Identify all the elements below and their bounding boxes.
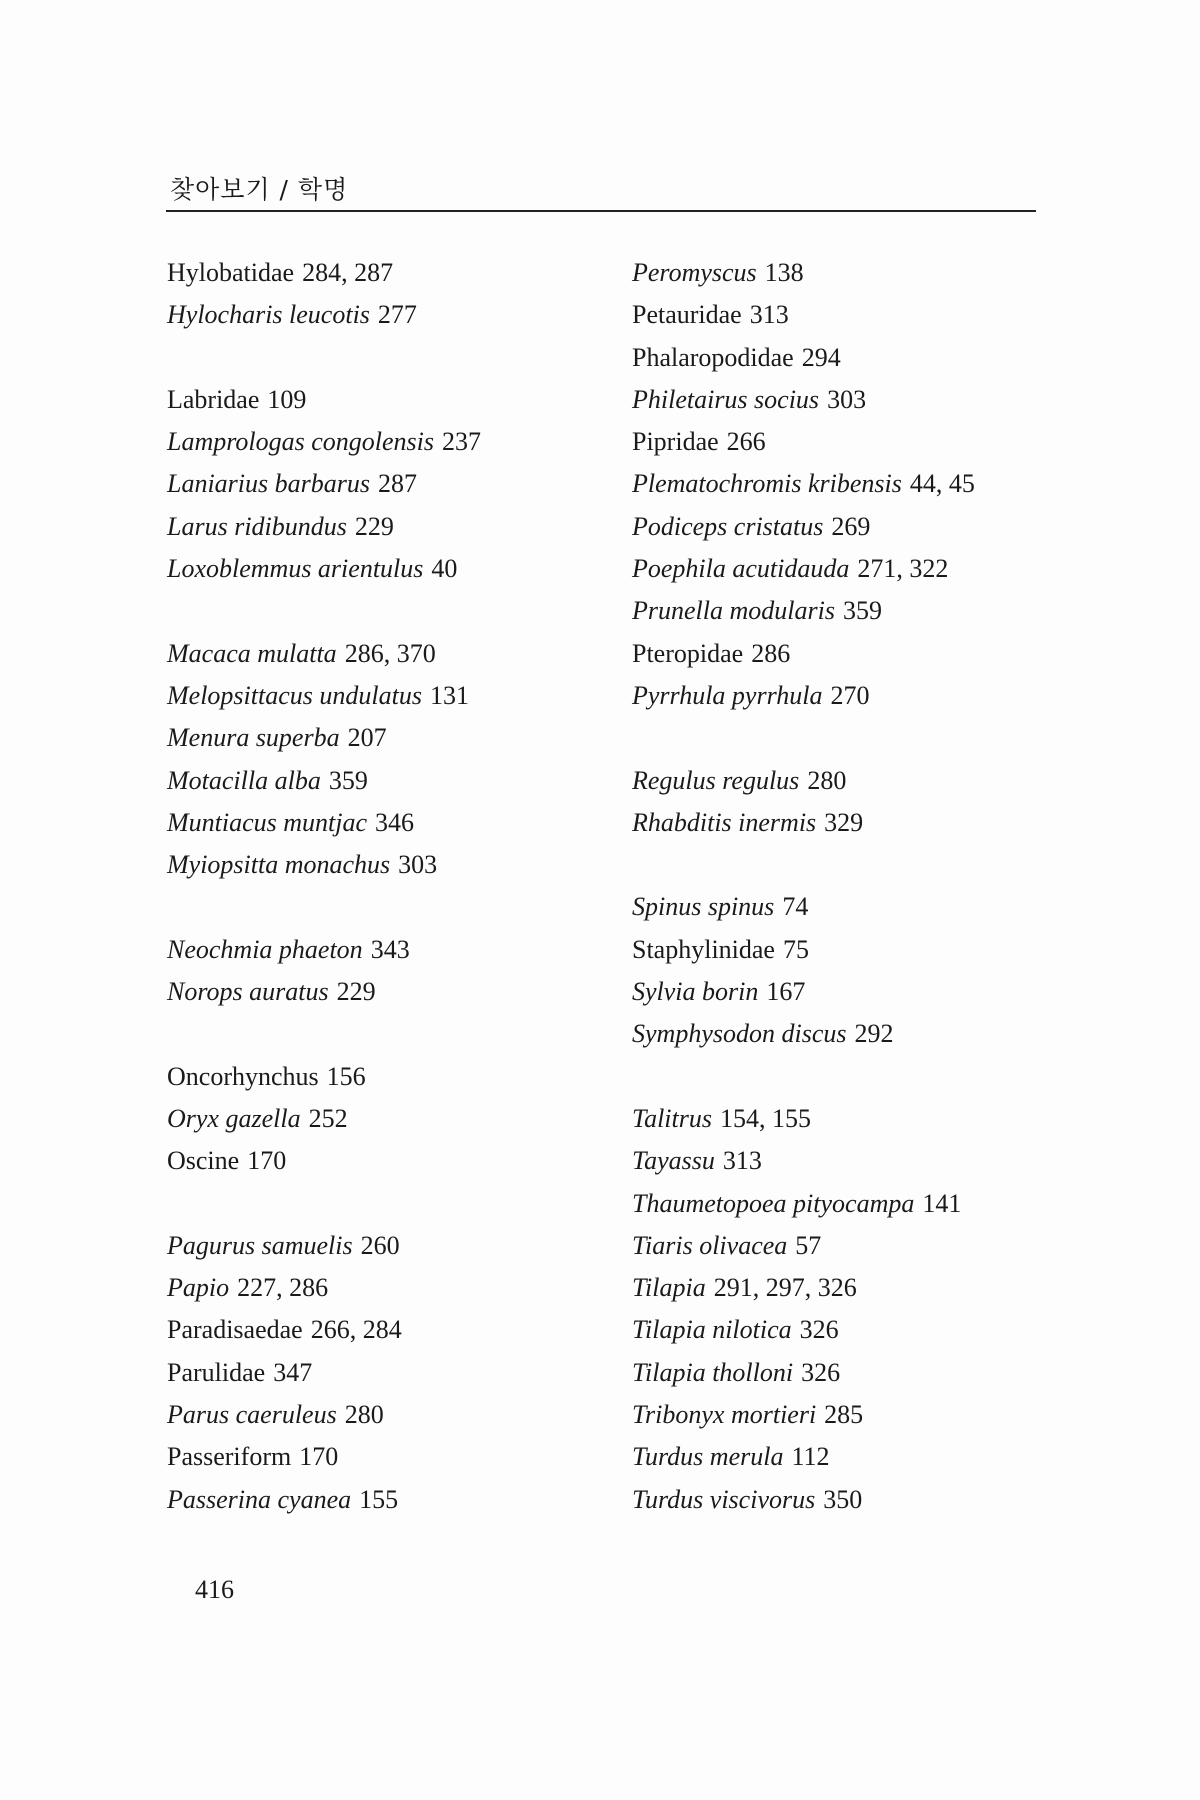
index-term: Pipridae: [632, 427, 719, 457]
index-pages: 266: [726, 427, 766, 457]
index-entry: [632, 1183, 975, 1225]
index-term: Tilapia nilotica: [632, 1315, 792, 1345]
index-pages: 313: [722, 1146, 762, 1176]
index-term: Hylocharis leucotis: [167, 300, 370, 330]
index-entry: [167, 1267, 481, 1309]
index-term: Spinus spinus: [632, 892, 775, 922]
index-term: Macaca mulatta: [167, 638, 337, 668]
index-term: Larus ridibundus: [167, 511, 347, 541]
index-entry: [167, 971, 481, 1013]
index-pages: 141: [922, 1188, 962, 1218]
index-pages: 343: [370, 934, 410, 964]
index-entry: [632, 802, 975, 844]
index-term: Labridae: [167, 384, 260, 414]
index-pages: 112: [791, 1442, 830, 1472]
index-pages: 270: [830, 680, 870, 710]
index-spacer: [167, 1183, 481, 1225]
index-term: Poephila acutidauda: [632, 554, 850, 584]
index-term: Parulidae: [167, 1357, 266, 1387]
index-entry: [167, 929, 481, 971]
index-entry: [632, 1013, 975, 1055]
index-term: Podiceps cristatus: [632, 511, 824, 541]
index-pages: 313: [749, 300, 789, 330]
index-entry: [632, 252, 975, 294]
index-pages: 207: [347, 723, 387, 753]
index-term: Turdus viscivorus: [632, 1484, 816, 1514]
index-entry: [167, 1140, 481, 1182]
index-term: Tilapia tholloni: [632, 1357, 794, 1387]
index-entry: [167, 844, 481, 886]
index-term: Turdus merula: [632, 1442, 784, 1472]
index-entry: [167, 717, 481, 759]
index-entry: [632, 1309, 975, 1351]
index-pages: 346: [375, 807, 415, 837]
index-term: Melopsittacus undulatus: [167, 680, 422, 710]
index-pages: 131: [429, 680, 469, 710]
index-term: Loxoblemmus arientulus: [167, 554, 424, 584]
index-term: Symphysodon discus: [632, 1019, 847, 1049]
index-entry: [167, 1436, 481, 1478]
index-pages: 286: [751, 638, 791, 668]
index-term: Oncorhynchus: [167, 1061, 319, 1091]
index-term: Regulus regulus: [632, 765, 800, 795]
index-term: Thaumetopoea pityocampa: [632, 1188, 915, 1218]
index-entry: [632, 379, 975, 421]
index-pages: 277: [377, 300, 417, 330]
index-entry: [167, 421, 481, 463]
index-pages: 167: [766, 977, 806, 1007]
index-spacer: [632, 1056, 975, 1098]
index-term: Neochmia phaeton: [167, 934, 363, 964]
index-entry: [632, 337, 975, 379]
index-entry: [632, 675, 975, 717]
page-number: 416: [195, 1575, 234, 1604]
index-pages: 156: [326, 1061, 366, 1091]
index-pages: 75: [782, 934, 809, 964]
index-entry: [167, 1098, 481, 1140]
index-pages: 303: [827, 384, 867, 414]
index-entry: [632, 1225, 975, 1267]
index-term: Talitrus: [632, 1103, 712, 1133]
index-pages: 291, 297, 326: [713, 1273, 857, 1303]
index-term: Tribonyx mortieri: [632, 1400, 817, 1430]
index-entry: [632, 971, 975, 1013]
index-pages: 303: [398, 850, 438, 880]
index-entry: [632, 1479, 975, 1521]
index-column-right: [632, 252, 975, 1521]
index-pages: 227, 286: [237, 1273, 329, 1303]
index-term: Motacilla alba: [167, 765, 321, 795]
index-term: Oscine: [167, 1146, 240, 1176]
index-entry: [167, 548, 481, 590]
index-entry: [632, 1267, 975, 1309]
index-entry: [632, 1436, 975, 1478]
index-entry: [167, 1479, 481, 1521]
index-term: Hylobatidae: [167, 258, 295, 287]
index-entry: [167, 1309, 481, 1351]
index-entry: [632, 1352, 975, 1394]
index-term: Lamprologas congolensis: [167, 427, 434, 457]
index-spacer: [167, 1013, 481, 1055]
index-pages: 74: [782, 892, 809, 922]
index-spacer: [167, 590, 481, 632]
index-spacer: [632, 844, 975, 886]
index-pages: 284, 287: [302, 258, 394, 287]
index-pages: 326: [801, 1357, 841, 1387]
index-pages: 57: [795, 1230, 822, 1260]
index-pages: 237: [442, 427, 481, 457]
index-term: Pteropidae: [632, 638, 744, 668]
index-pages: 359: [328, 765, 368, 795]
index-pages: 154, 155: [719, 1103, 811, 1133]
index-entry: [167, 379, 481, 421]
index-entry: [167, 675, 481, 717]
index-entry: [167, 463, 481, 505]
index-pages: 109: [267, 384, 307, 414]
index-pages: 40: [431, 554, 458, 584]
index-entry: [167, 1056, 481, 1098]
index-term: Pyrrhula pyrrhula: [632, 680, 823, 710]
index-term: Passeriform: [167, 1442, 292, 1472]
index-pages: 44, 45: [909, 469, 975, 499]
index-term: Sylvia borin: [632, 977, 759, 1007]
index-entry: [632, 1140, 975, 1182]
index-term: Papio: [167, 1273, 230, 1303]
index-term: Myiopsitta monachus: [167, 850, 391, 880]
index-term: Paradisaedae: [167, 1315, 303, 1345]
index-term: Staphylinidae: [632, 934, 775, 964]
index-entry: [632, 760, 975, 802]
index-entry: [167, 1225, 481, 1267]
index-entry: [167, 506, 481, 548]
index-entry: [632, 633, 975, 675]
index-term: Rhabditis inermis: [632, 807, 817, 837]
index-pages: 280: [344, 1400, 384, 1430]
index-entry: [167, 760, 481, 802]
index-pages: 287: [378, 469, 417, 499]
index-pages: 326: [799, 1315, 839, 1345]
index-entry: [167, 1352, 481, 1394]
index-entry: [632, 463, 975, 505]
index-entry: [167, 252, 481, 294]
index-term: Prunella modularis: [632, 596, 835, 626]
index-term: Tiaris olivacea: [632, 1230, 788, 1260]
index-term: Laniarius barbarus: [167, 469, 370, 499]
index-term: Plematochromis kribensis: [632, 469, 902, 499]
index-pages: 260: [360, 1230, 400, 1260]
index-entry: [167, 294, 481, 336]
index-term: Menura superba: [167, 723, 340, 753]
index-term: Oryx gazella: [167, 1103, 301, 1133]
index-pages: 285: [824, 1400, 864, 1430]
index-pages: 170: [299, 1442, 339, 1472]
index-term: Muntiacus muntjac: [167, 807, 368, 837]
index-pages: 266, 284: [310, 1315, 402, 1345]
index-term: Tayassu: [632, 1146, 715, 1176]
index-pages: 229: [354, 511, 394, 541]
index-pages: 347: [273, 1357, 313, 1387]
index-column-left: [167, 252, 481, 1521]
index-pages: 138: [764, 258, 804, 287]
index-entry: [167, 1394, 481, 1436]
index-entry: [632, 421, 975, 463]
index-pages: 350: [823, 1484, 863, 1514]
index-term: Peromyscus: [632, 258, 757, 287]
index-entry: [632, 886, 975, 928]
index-entry: [632, 590, 975, 632]
index-entry: [632, 294, 975, 336]
index-term: Parus caeruleus: [167, 1400, 337, 1430]
index-term: Tilapia: [632, 1273, 706, 1303]
header-rule: [166, 210, 1036, 212]
index-pages: 269: [831, 511, 871, 541]
index-pages: 292: [854, 1019, 894, 1049]
index-term: Pagurus samuelis: [167, 1230, 353, 1260]
index-entry: [632, 1098, 975, 1140]
index-term: Philetairus socius: [632, 384, 820, 414]
index-pages: 252: [308, 1103, 348, 1133]
index-pages: 170: [247, 1146, 287, 1176]
index-entry: [632, 929, 975, 971]
index-pages: 359: [842, 596, 882, 626]
index-pages: 294: [801, 342, 841, 372]
index-spacer: [167, 886, 481, 928]
index-pages: 271, 322: [857, 554, 949, 584]
index-spacer: [167, 337, 481, 379]
index-term: Passerina cyanea: [167, 1484, 352, 1514]
index-pages: 329: [824, 807, 864, 837]
index-entry: [632, 548, 975, 590]
index-term: Petauridae: [632, 300, 742, 330]
running-head: 찾아보기 / 학명: [170, 175, 349, 204]
index-entry: [167, 633, 481, 675]
index-entry: [632, 506, 975, 548]
index-term: Norops auratus: [167, 977, 329, 1007]
index-entry: [167, 802, 481, 844]
index-entry: [632, 1394, 975, 1436]
index-spacer: [632, 717, 975, 759]
index-pages: 229: [336, 977, 376, 1007]
index-term: Phalaropodidae: [632, 342, 794, 372]
index-pages: 280: [807, 765, 847, 795]
index-pages: 155: [359, 1484, 399, 1514]
index-pages: 286, 370: [344, 638, 436, 668]
